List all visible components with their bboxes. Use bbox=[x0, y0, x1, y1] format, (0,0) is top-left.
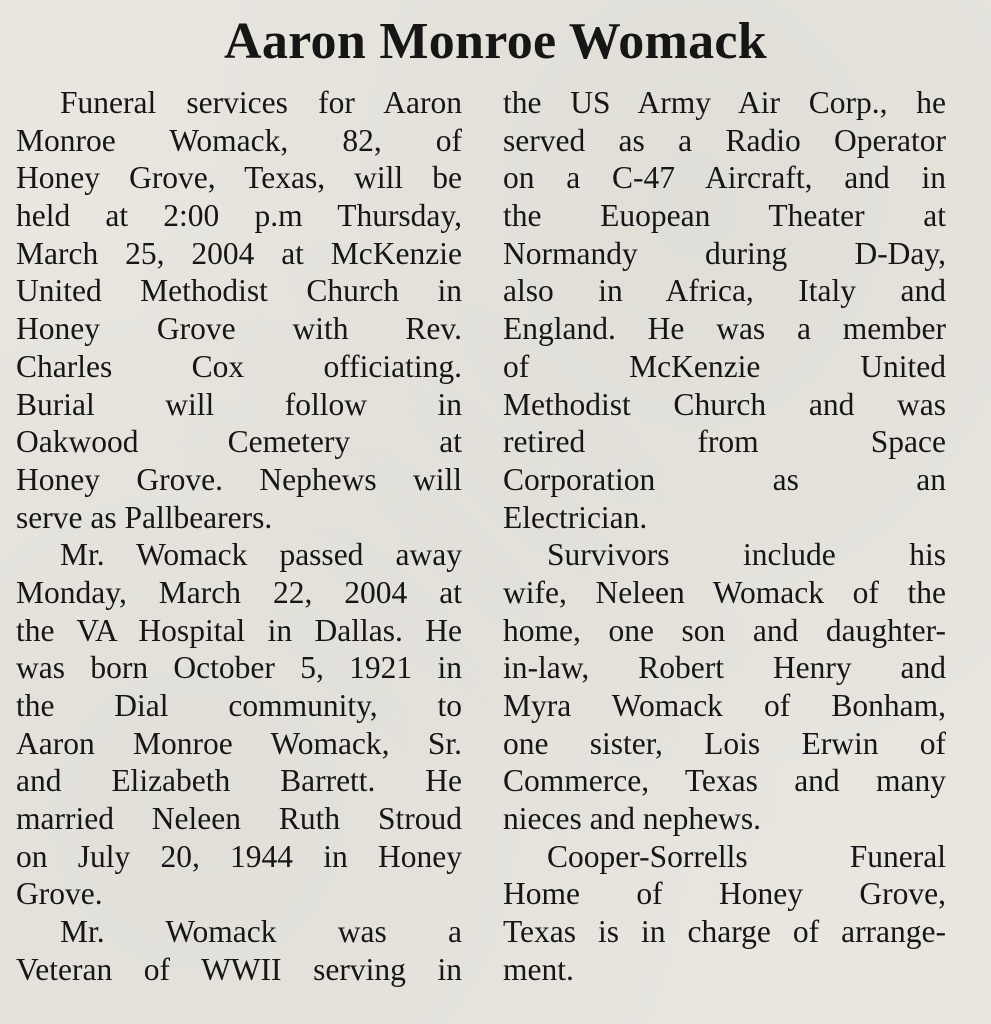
text-line: England. He was a member bbox=[503, 311, 946, 347]
text-line: Oakwood Cemetery at bbox=[16, 424, 462, 460]
text-line: Corporation as an bbox=[503, 461, 946, 497]
right-column bbox=[503, 84, 946, 989]
text-line: home, one son and daughter- bbox=[503, 612, 946, 648]
text-line: held at 2:00 p.m Thursday, bbox=[16, 198, 462, 234]
text-line: Funeral services for Aaron bbox=[60, 85, 462, 120]
text-line: the Dial community, to bbox=[16, 688, 462, 723]
text-line: the Euopean Theater at bbox=[503, 198, 946, 234]
text-line: wife, Neleen Womack of the bbox=[503, 574, 946, 610]
obituary-title: Aaron Monroe Womack bbox=[223, 13, 768, 70]
text-line: Monroe Womack, 82, of bbox=[16, 122, 462, 158]
text-line: Honey Grove with Rev. bbox=[16, 311, 462, 347]
text-line: Grove. bbox=[16, 876, 103, 912]
text-line: Mr. Womack was a bbox=[60, 914, 462, 950]
text-line: Veteran of WWII serving in bbox=[16, 951, 462, 987]
left-column bbox=[16, 84, 462, 989]
text-line: retired from Space bbox=[503, 424, 946, 460]
text-line: Methodist Church and was bbox=[503, 386, 946, 422]
text-line: Honey Grove. Nephews will bbox=[16, 461, 462, 497]
text-line: Mr. Womack passed away bbox=[60, 537, 462, 573]
text-line: on July 20, 1944 in Honey bbox=[16, 838, 462, 874]
text-line: Burial will follow in bbox=[16, 386, 462, 422]
text-line: married Neleen Ruth Stroud bbox=[16, 801, 462, 837]
text-line: Monday, March 22, 2004 at bbox=[16, 574, 462, 610]
text-line: United Methodist Church in bbox=[16, 273, 462, 309]
text-line: in-law, Robert Henry and bbox=[503, 650, 946, 686]
text-line: served as a Radio Operator bbox=[503, 122, 946, 158]
text-line: March 25, 2004 at McKenzie bbox=[16, 235, 462, 271]
text-line: Electrician. bbox=[503, 499, 648, 535]
text-line: Aaron Monroe Womack, Sr. bbox=[16, 725, 462, 761]
text-line: Myra Womack of Bonham, bbox=[503, 688, 946, 723]
text-line: Honey Grove, Texas, will be bbox=[16, 160, 462, 196]
text-line: on a C-47 Aircraft, and in bbox=[503, 160, 946, 196]
text-line: was born October 5, 1921 in bbox=[16, 650, 462, 686]
text-line: Normandy during D-Day, bbox=[503, 235, 946, 271]
text-line: Charles Cox officiating. bbox=[16, 348, 462, 384]
text-line: of McKenzie United bbox=[503, 348, 946, 384]
text-line: Texas is in charge of arrange- bbox=[503, 914, 946, 950]
text-line: one sister, Lois Erwin of bbox=[503, 725, 946, 761]
text-line: Commerce, Texas and many bbox=[503, 763, 946, 799]
text-line: Survivors include his bbox=[547, 537, 946, 573]
text-line: the VA Hospital in Dallas. He bbox=[16, 612, 462, 648]
text-line: ment. bbox=[503, 951, 574, 987]
text-line: and Elizabeth Barrett. He bbox=[16, 763, 462, 799]
text-line: Home of Honey Grove, bbox=[503, 876, 946, 912]
text-line: Cooper-Sorrells Funeral bbox=[547, 838, 946, 874]
text-line: the US Army Air Corp., he bbox=[503, 85, 946, 120]
text-line: also in Africa, Italy and bbox=[503, 273, 946, 309]
text-line: serve as Pallbearers. bbox=[16, 499, 273, 535]
text-line: nieces and nephews. bbox=[503, 801, 762, 837]
